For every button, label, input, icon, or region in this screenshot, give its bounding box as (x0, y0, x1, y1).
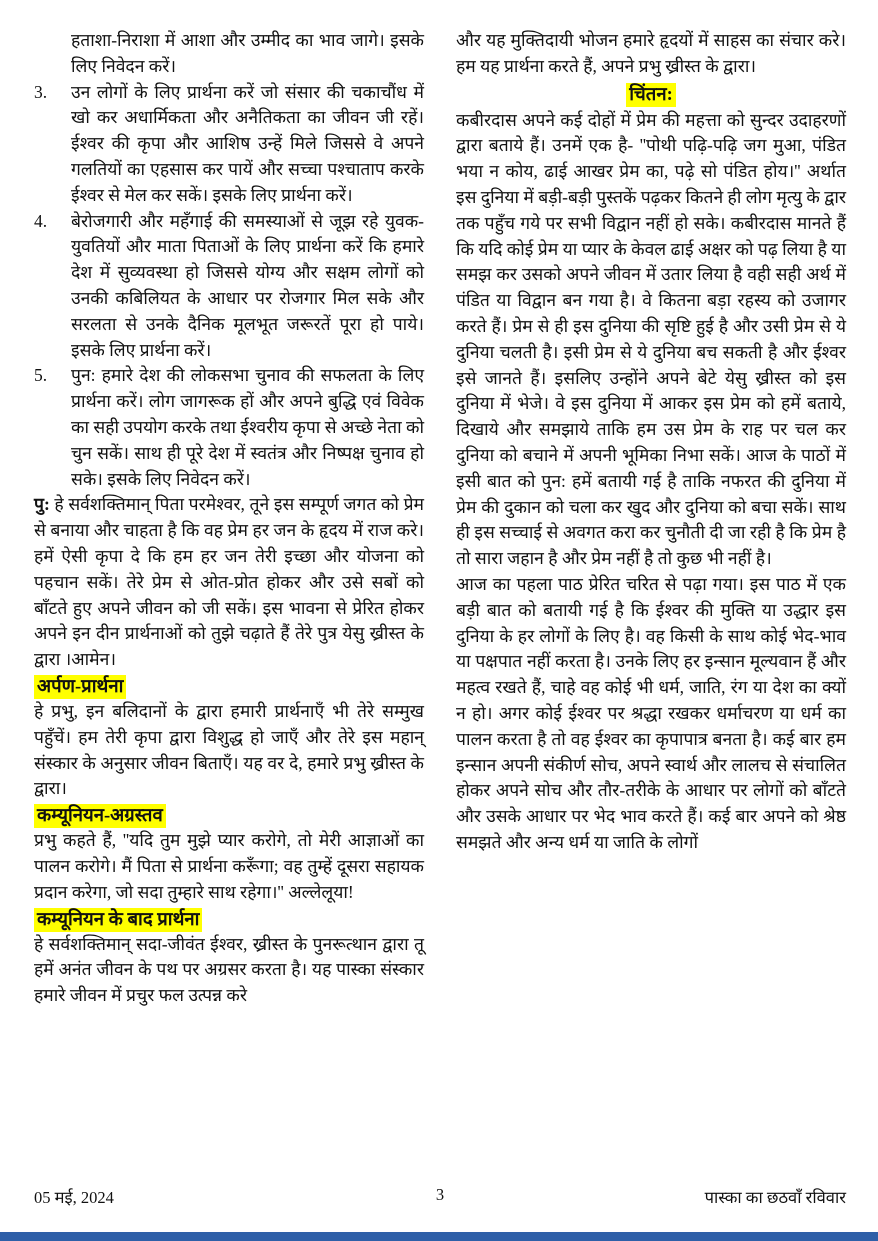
section-heading-communion-antiphon: कम्यूनियन-अग्रस्तव (34, 804, 166, 828)
section-heading-reflection: चिंतन: (626, 83, 676, 107)
reflection-paragraph: कबीरदास अपने कई दोहों में प्रेम की महत्ता को सुन्दर उदाहरणों द्वारा बताये हैं। उनमें एक है- ''पोथी पढ़ि-पढ़ि जग मुआ, पंडित भया न कोय, ढाई आखर प्रेम का, पढ़े सो पंडित होय।'' अर्थात इस दुनिया में बड़ी-बड़ी पुस्तकें पढ़कर कितने ही लोग मृत्यु के द्वार तक पहुँच गये पर सभी विद्वान नहीं हो सके। कबीरदास मानते हैं कि यदि कोई प्रेम या प्यार के केवल ढाई अक्षर को पढ़ लिया है या समझ कर उसको अपने जीवन में उतार लिया है वही सही अर्थ में पंडित या विद्वान बन गया है। वे कितना बड़ा रहस्य को उजागर करते हैं। प्रेम से ही इस दुनिया की सृष्टि हुई है और उसी प्रेम से ये दुनिया चलती है। इसी प्रेम से ये दुनिया बच सकती है और ईश्वर इसे जानते हैं। इसलिए उन्होंने अपने बेटे येसु ख्रीस्त को इस दुनिया में भेजे। वे इस दुनिया में आकर इस प्रेम को हमें बताये, दिखाये और समझाये ताकि हम उस प्रेम के राह पर चल कर दुनिया को बचाने में अपनी भूमिका निभा सकें। आज के पाठों में इसी बात को पुन: हमें बतायी गई है ताकि नफरत की दुनिया में प्रेम की दुकान को चला कर खुद और दुनिया को बचा सकें। साथ ही इस सच्चाई से अवगत करा कर चुनौती दी जा रही है कि प्रेम है तो सारा जहान है और प्रेम नहीं है तो कुछ भी नहीं है। (456, 109, 847, 569)
continuation-paragraph: और यह मुक्तिदायी भोजन हमारे हृदयों में साहस का संचार करे। हम यह प्रार्थना करते हैं, अपने प्रभु ख्रीस्त के द्वारा। (456, 30, 846, 76)
list-item-text: उन लोगों के लिए प्रार्थना करें जो संसार की चकाचौंध में खो कर अधार्मिकता और अनैतिकता का जीवन जी रहें। ईश्वर की कृपा और आशिष उन्हें मिले जिससे वे अपने गलतियों का एहसास कर पायें और सच्चा पश्चाताप करके ईश्वर से मेल कर सकें। इसके लिए प्रार्थना करें। (71, 81, 424, 205)
section-body: हे प्रभु, इन बलिदानों के द्वारा हमारी प्रार्थनाएँ भी तेरे सम्मुख पहुँचें। हम तेरी कृपा द्वारा विशुद्ध हो जाएँ और तेरे इस महान् संस्कार के अनुसार जीवन बिताएँ। यह वर दे, हमारे प्रभु ख्रीस्त के द्वारा। (34, 700, 424, 799)
list-number: 5. (34, 365, 48, 386)
footer-title: पास्का का छठवाँ रविवार (704, 1188, 846, 1207)
list-number: 4. (34, 210, 48, 231)
list-item (34, 209, 424, 364)
continuation-paragraph: हताशा-निराशा में आशा और उम्मीद का भाव जागे। इसके लिए निवेदन करें। (71, 30, 424, 76)
document-page (34, 28, 846, 1181)
list-item-text: पुन: हमारे देश की लोकसभा चुनाव की सफलता के लिए प्रार्थना करें। लोग जागरूक हों और अपने बुद्धि एवं विवेक का सही उपयोग करके तथा ईश्वरीय कृपा से अच्छे नेता को चुन सकें। साथ ही पूरे देश में स्वतंत्र और निष्पक्ष चुनाव हो सके। इसके लिए निवेदन करें। (71, 365, 424, 489)
bottom-accent-bar (0, 1232, 878, 1241)
reflection-heading-row (456, 80, 846, 108)
priest-label: पु: (34, 494, 50, 515)
page-number: 3 (435, 1185, 445, 1204)
priest-prayer-paragraph (34, 492, 424, 673)
section-heading-offering-prayer: अर्पण-प्रार्थना (34, 675, 126, 699)
section-body: प्रभु कहते हैं, ''यदि तुम मुझे प्यार करोगे, तो मेरी आज्ञाओं का पालन करोगे। मैं पिता से प्रार्थना करूँगा; वह तुम्हें दूसरा सहायक प्रदान करेगा, जो सदा तुम्हारे साथ रहेगा।'' अल्लेलूया! (34, 830, 424, 902)
list-item-text: बेरोजगारी और महँगाई की समस्याओं से जूझ रहे युवक-युवतियों और माता पिताओं के लिए प्रार्थना करें कि हमारे देश में सुव्यवस्था हो जिससे योग्य और सक्षम लोगों को उनकी कबिलियत के आधार पर रोजगार मिल सके और सरलता से उनके दैनिक मूलभूत जरूरतें पूरा हो पाये। इसके लिए प्रार्थना करें। (71, 210, 424, 360)
section-heading-post-communion-prayer: कम्यूनियन के बाद प्रार्थना (34, 908, 202, 932)
section-body: हे सर्वशक्तिमान् सदा-जीवंत ईश्वर, ख्रीस्त के पुनरूत्थान द्वारा तू हमें अनंत जीवन के पथ पर अग्रसर करता है। यह पास्का संस्कार हमारे जीवन में प्रचुर फल उत्पन्न करे (34, 933, 424, 1006)
list-item (34, 363, 424, 492)
section-heading-row (34, 673, 424, 699)
page-footer (34, 1185, 846, 1207)
list-item (34, 80, 424, 209)
footer-date: 05 मई, 2024 (34, 1188, 114, 1207)
priest-prayer-text: हे सर्वशक्तिमान् पिता परमेश्वर, तूने इस सम्पूर्ण जगत को प्रेम से बनाया और चाहता है कि वह प्रेम हर जन के हृदय में राज करे। हमें ऐसी कृपा दे कि हम हर जन तेरी इच्छा और योजना को पहचान सकें। तेरे प्रेम से ओत-प्रोत होकर और उसे सबों को बाँटते हुए अपने जीवन को जी सकें। इस भावना से प्रेरित होकर अपने इन दीन प्रार्थनाओं को तुझे चढ़ाते हैं तेरे पुत्र येसु ख्रीस्त के द्वारा ।आमेन। (34, 494, 424, 670)
reflection-paragraph: आज का पहला पाठ प्रेरित चरित से पढ़ा गया। इस पाठ में एक बड़ी बात को बतायी गई है कि ईश्वर की मुक्ति या उद्धार इस दुनिया के हर लोगों के लिए है। वह किसी के साथ कोई भेद-भाव या पक्षपात नहीं करता है। उनके लिए हर इन्सान मूल्यवान हैं और महत्व रखते हैं, चाहे वह कोई भी धर्म, जाति, रंग या देश का क्यों न हो। अगर कोई ईश्वर पर श्रद्धा रखकर धर्माचरण या धर्म का पालन करता है तो वह ईश्वर का कृपापात्र बनता है। कई बार हम इन्सान अपनी संकीर्ण सोच, अपने स्वार्थ और लालच से संचालित होकर अपने सोच और तौर-तरीके के आधार पर लोगों को बाँटते और उसके आधार पर भेद भाव करते हैं। कई बार अपने को श्रेष्ठ समझते और अन्य धर्म या जाति के लोगों (456, 573, 846, 852)
list-number: 3. (34, 81, 48, 102)
section-heading-row (34, 906, 424, 932)
right-column (456, 28, 846, 1181)
left-column (34, 28, 424, 1181)
section-heading-row (34, 802, 424, 828)
